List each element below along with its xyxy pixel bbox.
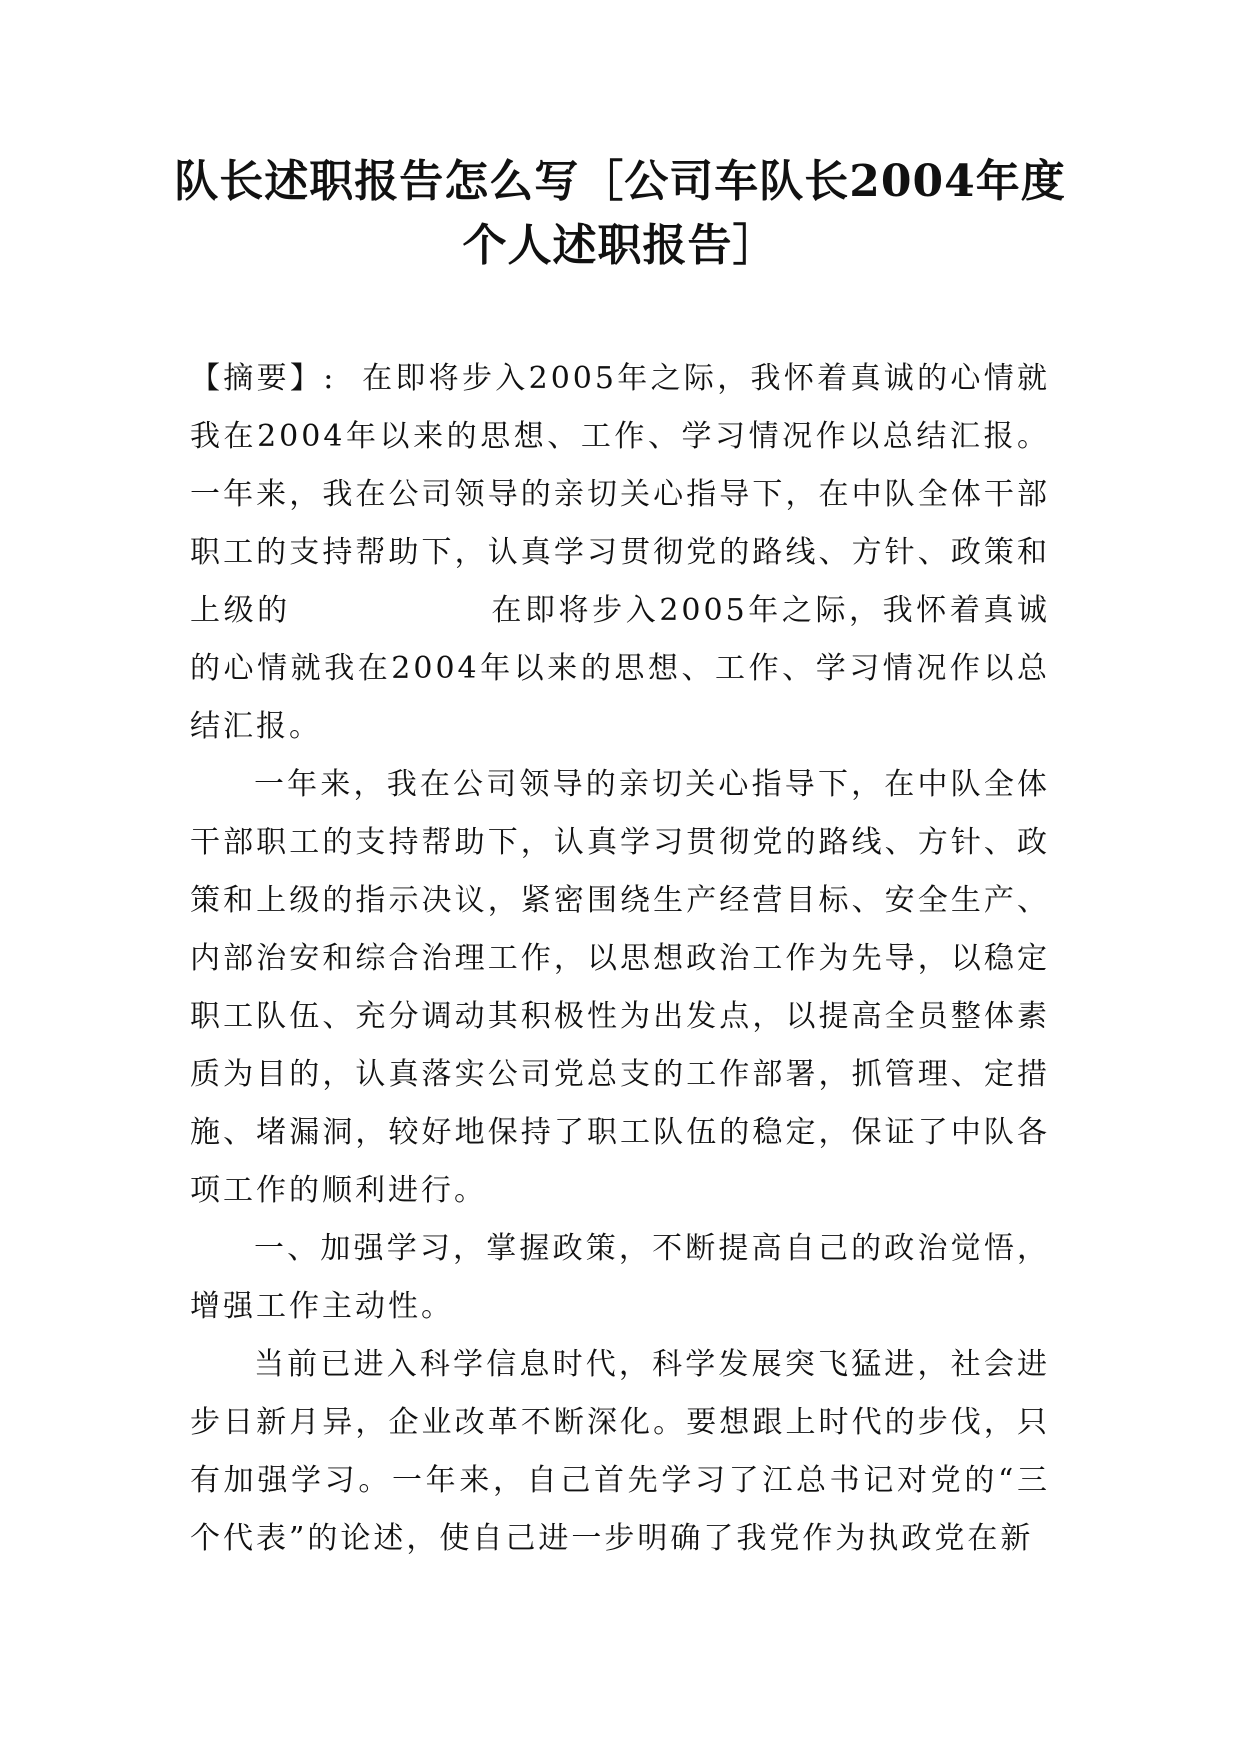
- abstract-label: 【摘要】:: [190, 361, 337, 396]
- document-body: [190, 350, 1050, 1568]
- abstract-text-part2: 在即将步入2005年之际，我怀着真诚的心情就我在2004年以来的思想、工作、学习情况作以总结汇报。: [190, 593, 1050, 744]
- document-title: 队长述职报告怎么写［公司车队长2004年度个人述职报告］: [174, 156, 1066, 271]
- abstract-text-part1: 在即将步入2005年之际，我怀着真诚的心情就我在2004年以来的思想、工作、学习情况作以总结汇报。一年来，我在公司领导的亲切关心指导下，在中队全体干部职工的支持帮助下，认真学习贯彻党的路线、方针、政策和上级的: [190, 361, 1050, 628]
- body-paragraph: 当前已进入科学信息时代，科学发展突飞猛进，社会进步日新月异，企业改革不断深化。要想跟上时代的步伐，只有加强学习。一年来，自己首先学习了江总书记对党的“三个代表”的论述，使自己进一步明确了我党作为执政党在新: [190, 1347, 1050, 1556]
- body-paragraph: 一年来，我在公司领导的亲切关心指导下，在中队全体干部职工的支持帮助下，认真学习贯彻党的路线、方针、政策和上级的指示决议，紧密围绕生产经营目标、安全生产、内部治安和综合治理工作，以思想政治工作为先导，以稳定职工队伍、充分调动其积极性为出发点，以提高全员整体素质为目的，认真落实公司党总支的工作部署，抓管理、定措施、堵漏洞，较好地保持了职工队伍的稳定，保证了中队各项工作的顺利进行。: [190, 767, 1050, 1208]
- section-heading: 一、加强学习，掌握政策，不断提高自己的政治觉悟，增强工作主动性。: [190, 1231, 1050, 1324]
- abstract-paragraph: [190, 350, 1050, 756]
